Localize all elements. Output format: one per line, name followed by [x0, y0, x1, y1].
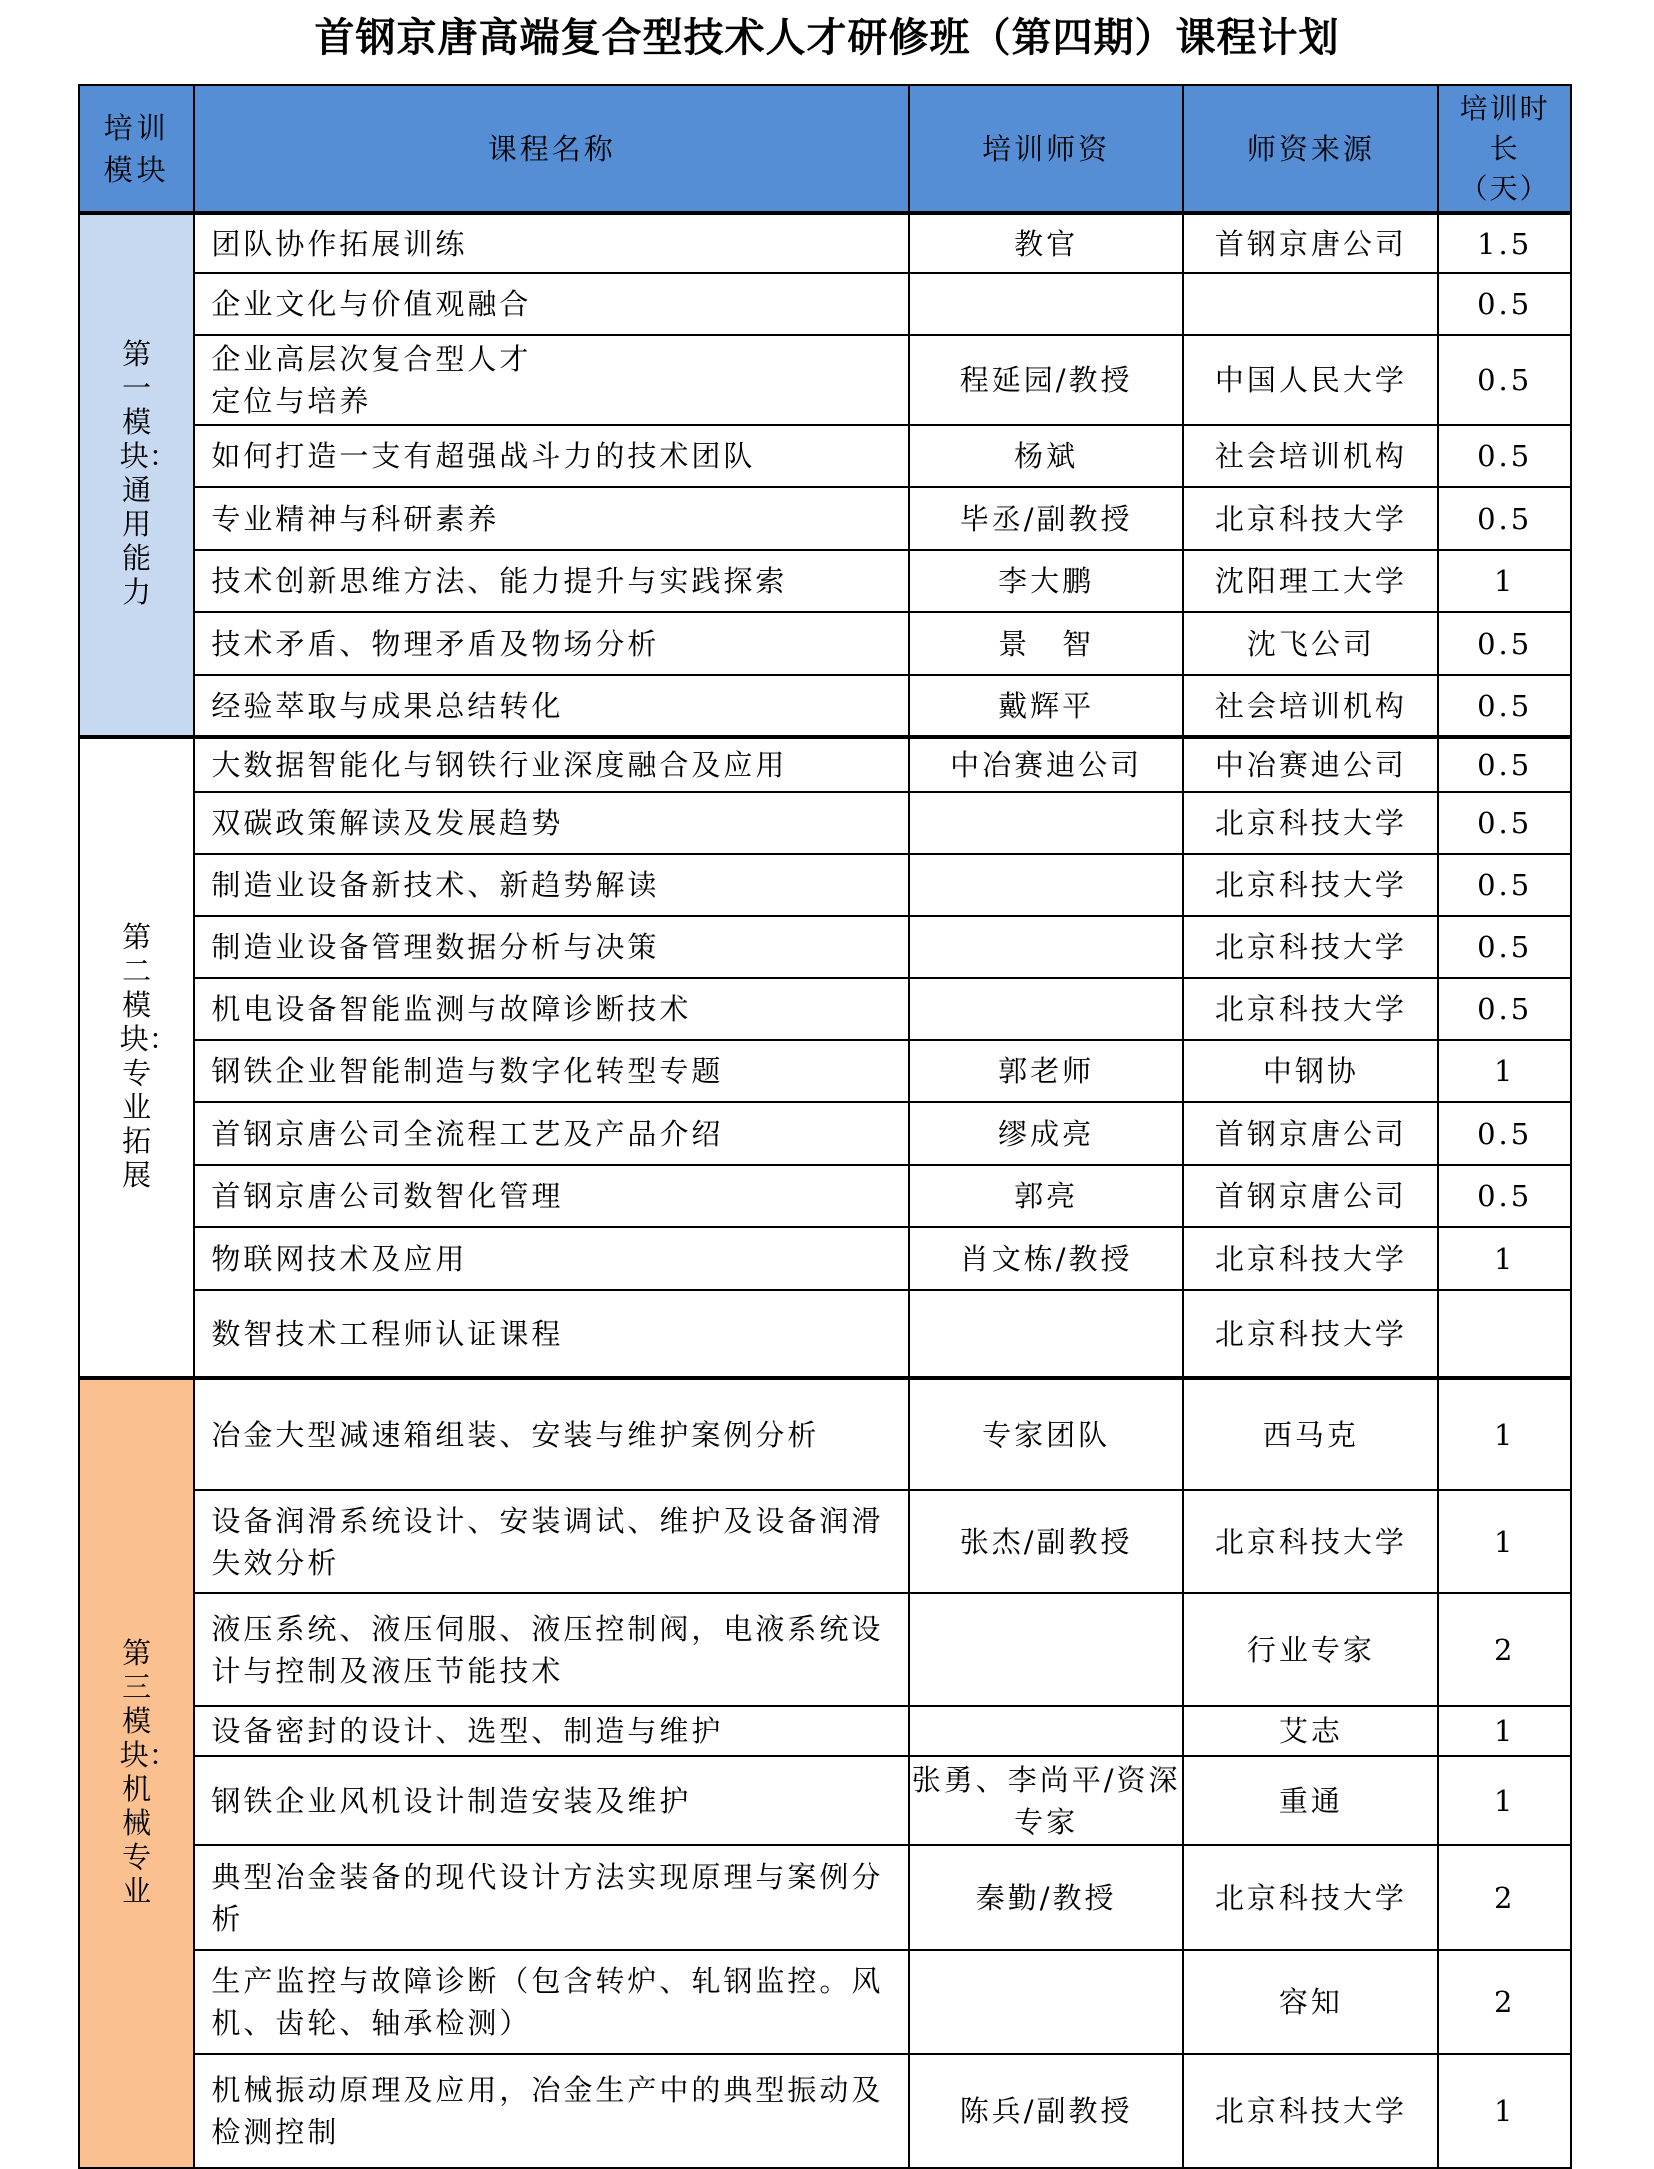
- course-name-cell: 技术创新思维方法、能力提升与实践探索: [194, 550, 909, 612]
- table-row: [79, 1950, 1571, 2054]
- teacher-cell: 张勇、李尚平/资深专家: [909, 1756, 1183, 1845]
- module-label-cell: [79, 213, 194, 737]
- table-row: [79, 675, 1571, 737]
- source-cell: 重通: [1183, 1756, 1438, 1845]
- source-cell: 北京科技大学: [1183, 487, 1438, 550]
- table-row: [79, 1706, 1571, 1756]
- table-row: [79, 425, 1571, 487]
- days-cell: 1: [1438, 1490, 1571, 1593]
- source-cell: 沈阳理工大学: [1183, 550, 1438, 612]
- teacher-cell: [909, 1950, 1183, 2054]
- header-source: 师资来源: [1183, 85, 1438, 213]
- days-cell: 0.5: [1438, 792, 1571, 854]
- source-cell: 北京科技大学: [1183, 854, 1438, 916]
- table-header-row: [79, 85, 1571, 213]
- source-cell: 容知: [1183, 1950, 1438, 2054]
- table-row: [79, 792, 1571, 854]
- days-cell: 1: [1438, 1227, 1571, 1290]
- teacher-cell: 景 智: [909, 612, 1183, 675]
- header-teacher: 培训师资: [909, 85, 1183, 213]
- course-name-cell: 技术矛盾、物理矛盾及物场分析: [194, 612, 909, 675]
- teacher-cell: 戴辉平: [909, 675, 1183, 737]
- source-cell: 行业专家: [1183, 1593, 1438, 1706]
- source-cell: 首钢京唐公司: [1183, 1102, 1438, 1165]
- module-label: 第三模块：机械专业: [119, 1635, 178, 1908]
- teacher-cell: [909, 792, 1183, 854]
- teacher-cell: 毕丞/副教授: [909, 487, 1183, 550]
- days-cell: 1.5: [1438, 213, 1571, 273]
- course-name-cell: 首钢京唐公司数智化管理: [194, 1165, 909, 1227]
- course-name-cell: 典型冶金装备的现代设计方法实现原理与案例分析: [194, 1845, 909, 1950]
- days-cell: 0.5: [1438, 335, 1571, 425]
- course-name-cell: 制造业设备新技术、新趋势解读: [194, 854, 909, 916]
- course-name-cell: 首钢京唐公司全流程工艺及产品介绍: [194, 1102, 909, 1165]
- days-cell: 1: [1438, 1040, 1571, 1102]
- teacher-cell: [909, 1706, 1183, 1756]
- course-plan-table: [78, 84, 1572, 2169]
- table-row: [79, 213, 1571, 273]
- days-cell: [1438, 1290, 1571, 1378]
- source-cell: 首钢京唐公司: [1183, 1165, 1438, 1227]
- days-cell: 0.5: [1438, 487, 1571, 550]
- table-row: [79, 1102, 1571, 1165]
- module-label-cell: [79, 1378, 194, 2168]
- source-cell: 沈飞公司: [1183, 612, 1438, 675]
- header-module: 培训模块: [79, 85, 194, 213]
- days-cell: 0.5: [1438, 737, 1571, 792]
- course-name-cell: 钢铁企业风机设计制造安装及维护: [194, 1756, 909, 1845]
- table-row: [79, 737, 1571, 792]
- table-row: [79, 612, 1571, 675]
- source-cell: 社会培训机构: [1183, 425, 1438, 487]
- course-name-cell: 大数据智能化与钢铁行业深度融合及应用: [194, 737, 909, 792]
- table-row: [79, 2054, 1571, 2168]
- days-cell: 1: [1438, 1706, 1571, 1756]
- days-cell: 0.5: [1438, 273, 1571, 335]
- table-row: [79, 1378, 1571, 1490]
- teacher-cell: 陈兵/副教授: [909, 2054, 1183, 2168]
- source-cell: 北京科技大学: [1183, 792, 1438, 854]
- teacher-cell: 专家团队: [909, 1378, 1183, 1490]
- course-name-cell: 团队协作拓展训练: [194, 213, 909, 273]
- source-cell: 西马克: [1183, 1378, 1438, 1490]
- source-cell: 北京科技大学: [1183, 1490, 1438, 1593]
- table-row: [79, 1845, 1571, 1950]
- header-days: 培训时长（天）: [1438, 85, 1571, 213]
- table-row: [79, 1756, 1571, 1845]
- source-cell: 中国人民大学: [1183, 335, 1438, 425]
- teacher-cell: [909, 1593, 1183, 1706]
- teacher-cell: 缪成亮: [909, 1102, 1183, 1165]
- module-label: 第一模块：通用能力: [119, 337, 178, 609]
- source-cell: 社会培训机构: [1183, 675, 1438, 737]
- source-cell: 北京科技大学: [1183, 978, 1438, 1040]
- source-cell: 艾志: [1183, 1706, 1438, 1756]
- days-cell: 0.5: [1438, 675, 1571, 737]
- table-row: [79, 916, 1571, 978]
- teacher-cell: 郭亮: [909, 1165, 1183, 1227]
- source-cell: 北京科技大学: [1183, 916, 1438, 978]
- table-row: [79, 1593, 1571, 1706]
- teacher-cell: 郭老师: [909, 1040, 1183, 1102]
- days-cell: 0.5: [1438, 854, 1571, 916]
- teacher-cell: 杨斌: [909, 425, 1183, 487]
- teacher-cell: [909, 273, 1183, 335]
- table-row: [79, 1165, 1571, 1227]
- source-cell: 中冶赛迪公司: [1183, 737, 1438, 792]
- days-cell: 0.5: [1438, 978, 1571, 1040]
- course-name-cell: 专业精神与科研素养: [194, 487, 909, 550]
- teacher-cell: 中冶赛迪公司: [909, 737, 1183, 792]
- teacher-cell: 张杰/副教授: [909, 1490, 1183, 1593]
- days-cell: 1: [1438, 1756, 1571, 1845]
- days-cell: 2: [1438, 1845, 1571, 1950]
- source-cell: 北京科技大学: [1183, 2054, 1438, 2168]
- teacher-cell: 秦勤/教授: [909, 1845, 1183, 1950]
- days-cell: 0.5: [1438, 425, 1571, 487]
- teacher-cell: 肖文栋/教授: [909, 1227, 1183, 1290]
- table-row: [79, 273, 1571, 335]
- course-name-cell: 制造业设备管理数据分析与决策: [194, 916, 909, 978]
- days-cell: 0.5: [1438, 1102, 1571, 1165]
- table-row: [79, 335, 1571, 425]
- course-name-cell: 经验萃取与成果总结转化: [194, 675, 909, 737]
- course-name-cell: 如何打造一支有超强战斗力的技术团队: [194, 425, 909, 487]
- teacher-cell: 教官: [909, 213, 1183, 273]
- table-row: [79, 1490, 1571, 1593]
- teacher-cell: [909, 916, 1183, 978]
- table-row: [79, 978, 1571, 1040]
- course-name-cell: 企业文化与价值观融合: [194, 273, 909, 335]
- table-row: [79, 854, 1571, 916]
- module-label-cell: [79, 737, 194, 1378]
- days-cell: 0.5: [1438, 916, 1571, 978]
- days-cell: 1: [1438, 550, 1571, 612]
- course-name-cell: 设备密封的设计、选型、制造与维护: [194, 1706, 909, 1756]
- source-cell: 北京科技大学: [1183, 1290, 1438, 1378]
- course-name-cell: 设备润滑系统设计、安装调试、维护及设备润滑失效分析: [194, 1490, 909, 1593]
- course-name-cell: 物联网技术及应用: [194, 1227, 909, 1290]
- course-name-cell: 双碳政策解读及发展趋势: [194, 792, 909, 854]
- source-cell: [1183, 273, 1438, 335]
- table-row: [79, 1290, 1571, 1378]
- course-name-cell: 企业高层次复合型人才 定位与培养: [194, 335, 909, 425]
- days-cell: 2: [1438, 1593, 1571, 1706]
- days-cell: 1: [1438, 2054, 1571, 2168]
- course-name-cell: 生产监控与故障诊断（包含转炉、轧钢监控。风机、齿轮、轴承检测）: [194, 1950, 909, 2054]
- source-cell: 首钢京唐公司: [1183, 213, 1438, 273]
- teacher-cell: 程延园/教授: [909, 335, 1183, 425]
- source-cell: 中钢协: [1183, 1040, 1438, 1102]
- days-cell: 0.5: [1438, 1165, 1571, 1227]
- table-row: [79, 550, 1571, 612]
- teacher-cell: [909, 1290, 1183, 1378]
- page-title: 首钢京唐高端复合型技术人才研修班（第四期）课程计划: [314, 15, 1340, 61]
- course-name-cell: 冶金大型减速箱组装、安装与维护案例分析: [194, 1378, 909, 1490]
- teacher-cell: 李大鹏: [909, 550, 1183, 612]
- course-name-cell: 液压系统、液压伺服、液压控制阀，电液系统设计与控制及液压节能技术: [194, 1593, 909, 1706]
- days-cell: 1: [1438, 1378, 1571, 1490]
- table-row: [79, 1040, 1571, 1102]
- course-name-cell: 数智技术工程师认证课程: [194, 1290, 909, 1378]
- days-cell: 0.5: [1438, 612, 1571, 675]
- source-cell: 北京科技大学: [1183, 1845, 1438, 1950]
- teacher-cell: [909, 978, 1183, 1040]
- table-row: [79, 1227, 1571, 1290]
- course-name-cell: 钢铁企业智能制造与数字化转型专题: [194, 1040, 909, 1102]
- source-cell: 北京科技大学: [1183, 1227, 1438, 1290]
- teacher-cell: [909, 854, 1183, 916]
- module-label: 第二模块：专业拓展: [119, 919, 178, 1192]
- course-name-cell: 机械振动原理及应用，冶金生产中的典型振动及检测控制: [194, 2054, 909, 2168]
- days-cell: 2: [1438, 1950, 1571, 2054]
- header-course: 课程名称: [194, 85, 909, 213]
- table-row: [79, 487, 1571, 550]
- course-name-cell: 机电设备智能监测与故障诊断技术: [194, 978, 909, 1040]
